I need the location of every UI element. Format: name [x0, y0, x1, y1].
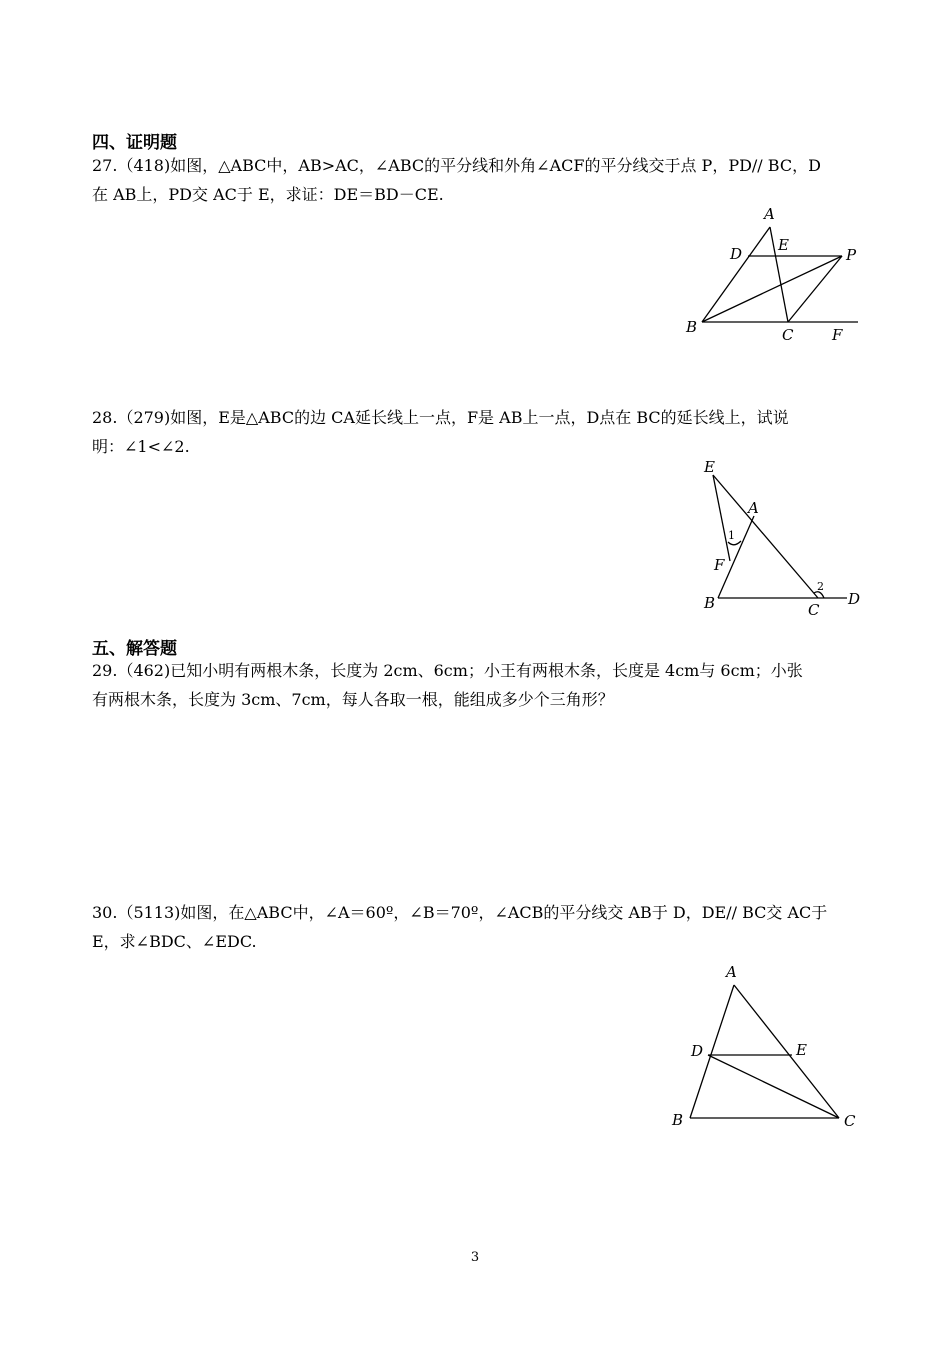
label-angle-1: 1 [728, 529, 735, 542]
label-c: C [808, 601, 820, 619]
segment-ab [702, 227, 770, 322]
question-27-line-2: 在 AB上，PD交 AC于 E，求证：DE＝BD－CE. [92, 185, 444, 204]
label-b: B [672, 1111, 684, 1129]
question-30-line-2: E，求∠BDC、∠EDC. [92, 932, 257, 951]
label-b: B [704, 594, 716, 612]
question-29-line-1: 29.（462)已知小明有两根木条，长度为 2cm、6cm；小王有两根木条，长度是 4cm与 6cm；小张 [92, 661, 803, 680]
segment-ef [713, 475, 730, 561]
question-30 [92, 898, 862, 956]
label-a: A [726, 963, 737, 981]
label-d: D [691, 1042, 704, 1060]
label-a: A [764, 205, 775, 223]
label-a: A [748, 499, 759, 517]
label-e: E [778, 236, 789, 254]
label-f: F [714, 556, 725, 574]
label-e: E [704, 458, 715, 476]
segment-bp [702, 256, 842, 322]
section-title-solve: 五、解答题 [92, 639, 177, 659]
question-27-line-1: 27.（418)如图，△ABC中，AB>AC，∠ABC的平分线和外角∠ACF的平分线交于点 P，PD// BC，D [92, 156, 821, 175]
question-28-line-1: 28.（279)如图，E是△ABC的边 CA延长线上一点，F是 AB上一点，D点在 BC的延长线上，试说 [92, 408, 789, 427]
question-30-line-1: 30.（5113)如图，在△ABC中，∠A＝60º，∠B＝70º，∠ACB的平分线交 AB于 D，DE// BC交 AC于 [92, 903, 828, 922]
segment-cp [788, 256, 842, 322]
label-f: F [832, 326, 843, 344]
segment-ac [734, 985, 839, 1118]
figure-28 [690, 450, 875, 625]
label-d: D [730, 245, 743, 263]
label-b: B [686, 318, 698, 336]
section-title-proof: 四、证明题 [92, 133, 177, 153]
page-number: 3 [470, 1250, 480, 1265]
label-e: E [796, 1041, 807, 1059]
figure-27 [680, 200, 870, 350]
question-28-line-2: 明：∠1<∠2. [92, 437, 190, 456]
label-p: P [846, 246, 857, 264]
question-29-line-2: 有两根木条，长度为 3cm、7cm，每人各取一根，能组成多少个三角形？ [92, 690, 614, 709]
label-d: D [848, 590, 861, 608]
label-c: C [844, 1112, 856, 1130]
label-c: C [782, 326, 794, 344]
segment-dc [708, 1055, 839, 1118]
question-29 [92, 656, 862, 714]
figure-30 [665, 955, 870, 1140]
label-angle-2: 2 [817, 580, 824, 593]
